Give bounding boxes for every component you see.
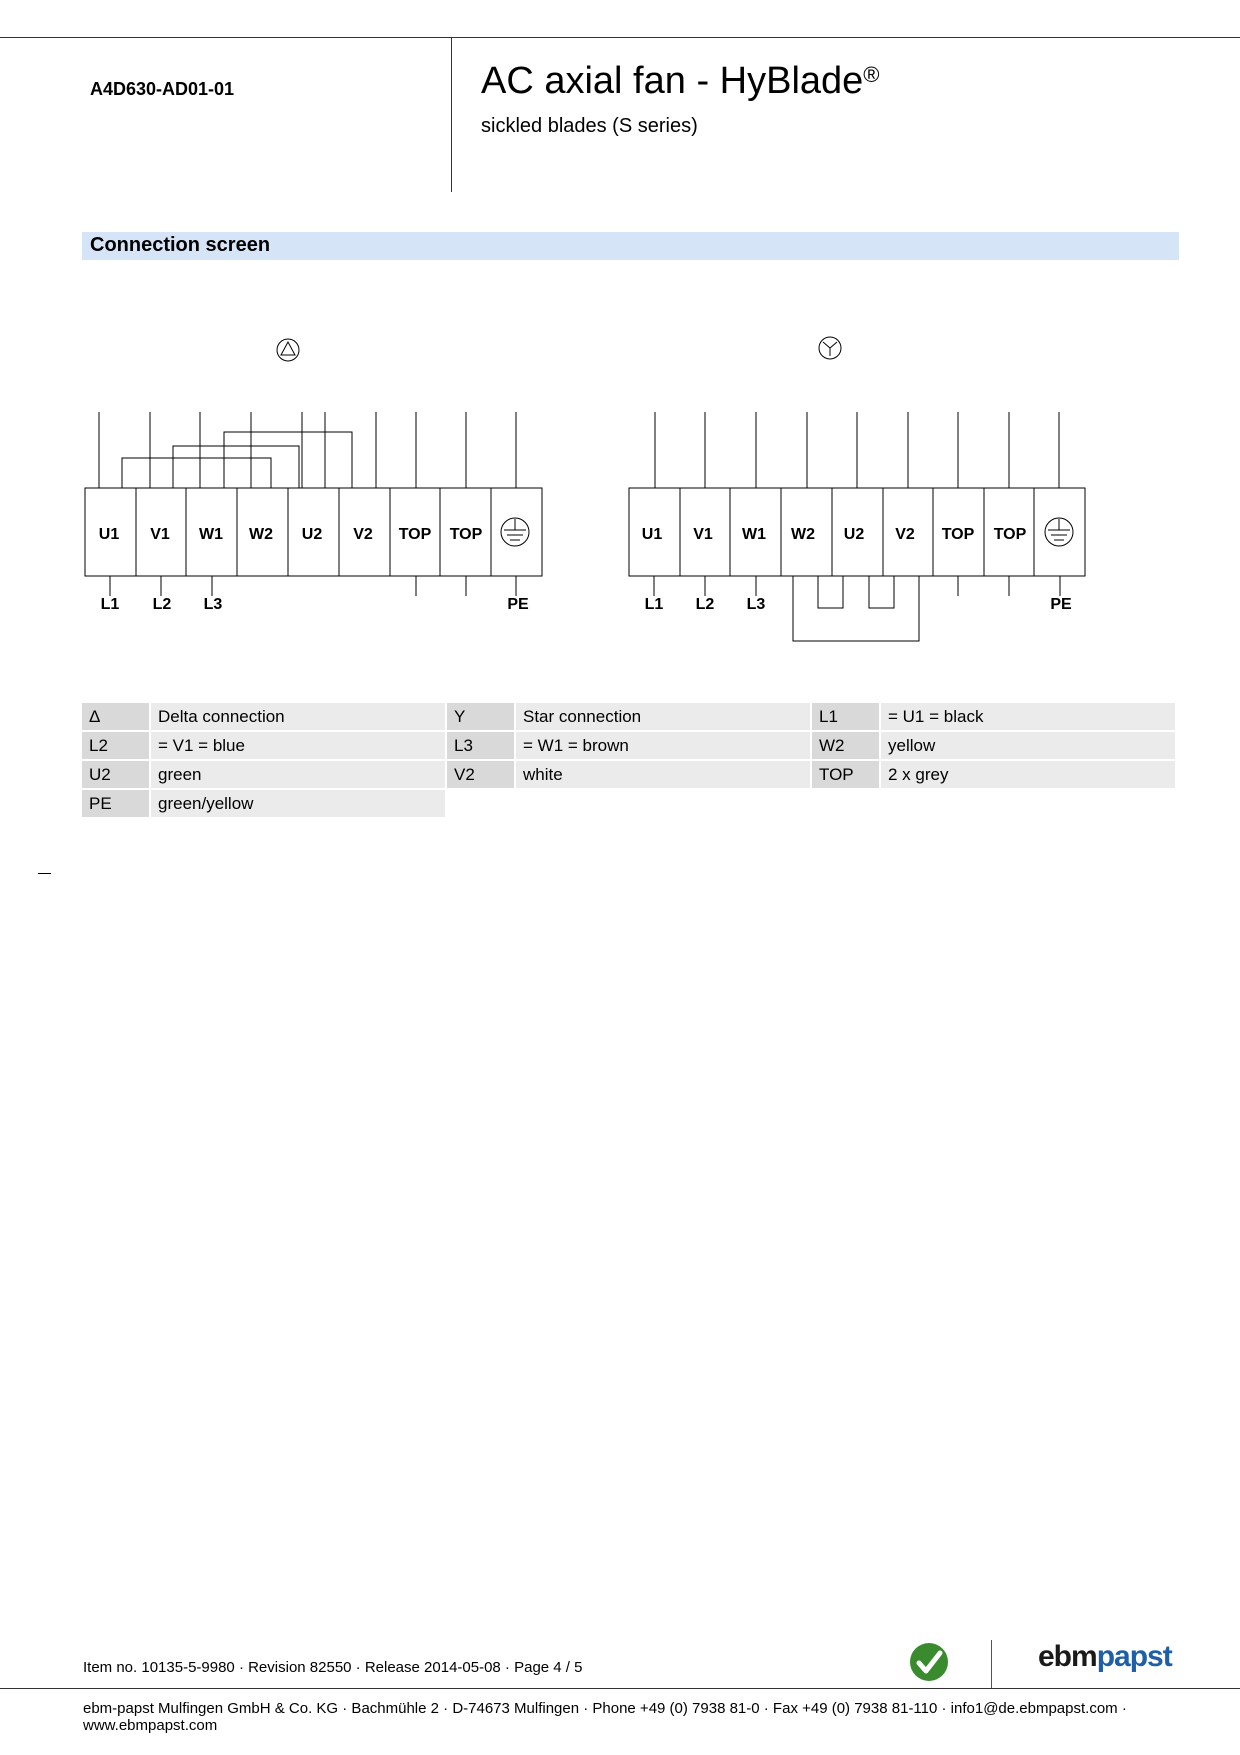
terminal-label: W2 [791, 526, 815, 543]
line-label: PE [507, 596, 529, 613]
delta-terminal-block [85, 412, 542, 596]
top-rule [0, 37, 1240, 38]
legend-key: Y [447, 703, 514, 730]
terminal-label: V2 [895, 526, 915, 543]
section-title: Connection screen [90, 234, 271, 256]
terminal-label: U1 [98, 526, 120, 543]
legend-table [82, 703, 1179, 819]
page-title [481, 60, 880, 103]
terminal-label: TOP [449, 526, 483, 543]
terminal-label: V2 [353, 526, 373, 543]
legend-value: Star connection [516, 703, 810, 730]
line-label: L2 [152, 596, 172, 613]
registered-mark: ® [863, 62, 880, 87]
legend-row [82, 761, 1179, 788]
legend-key: L1 [812, 703, 879, 730]
legend-key: Δ [82, 703, 149, 730]
legend-row [82, 703, 1179, 730]
logo-divider [991, 1640, 992, 1688]
terminal-label: TOP [398, 526, 432, 543]
line-label: PE [1050, 596, 1072, 613]
legend-key: L3 [447, 732, 514, 759]
legend-key: V2 [447, 761, 514, 788]
legend-value: = W1 = brown [516, 732, 810, 759]
terminal-label: U2 [301, 526, 323, 543]
delta-symbol-icon [277, 339, 299, 361]
connection-diagrams [0, 320, 1240, 660]
page-subtitle: sickled blades (S series) [481, 115, 698, 137]
item-info: Item no. 10135-5-9980 · Revision 82550 · Release 2014-05-08 · Page 4 / 5 [83, 1659, 583, 1676]
terminal-label: W2 [249, 526, 273, 543]
earth-ground-icon [1045, 518, 1073, 546]
line-label: L3 [203, 596, 223, 613]
legend-value: white [516, 761, 810, 788]
legend-value: = U1 = black [881, 703, 1175, 730]
terminal-label: TOP [993, 526, 1027, 543]
green-tech-logo [907, 1640, 951, 1684]
footer-rule [0, 1688, 1240, 1689]
legend-key: W2 [812, 732, 879, 759]
line-label: L2 [695, 596, 715, 613]
legend-key: L2 [82, 732, 149, 759]
terminal-label: V1 [150, 526, 170, 543]
brand-logo [1038, 1640, 1172, 1674]
legend-value: green [151, 761, 445, 788]
margin-mark [38, 873, 51, 874]
brand-part-2: papst [1096, 1640, 1172, 1673]
legend-value: = V1 = blue [151, 732, 445, 759]
legend-row [82, 732, 1179, 759]
model-number: A4D630-AD01-01 [90, 79, 235, 99]
company-info: ebm-papst Mulfingen GmbH & Co. KG · Bachmühle 2 · D-74673 Mulfingen · Phone +49 (0) 7938 81-0 · Fax +49 (0) 7938 81-110 · info1@de.ebmpapst.com · www.ebmpapst.com [83, 1700, 1127, 1734]
legend-value: yellow [881, 732, 1175, 759]
terminal-label: TOP [941, 526, 975, 543]
legend-key: TOP [812, 761, 879, 788]
terminal-label: W1 [199, 526, 223, 543]
brand-part-1: ebm [1038, 1640, 1097, 1673]
title-text: AC axial fan - HyBlade [481, 60, 864, 102]
earth-ground-icon [501, 518, 529, 546]
terminal-label: U2 [843, 526, 865, 543]
header-divider [451, 38, 452, 192]
legend-value: green/yellow [151, 790, 445, 817]
line-label: L3 [746, 596, 766, 613]
legend-key: PE [82, 790, 149, 817]
terminal-label: W1 [742, 526, 766, 543]
line-label: L1 [644, 596, 664, 613]
star-symbol-icon [819, 337, 841, 359]
legend-value: 2 x grey [881, 761, 1175, 788]
legend-value: Delta connection [151, 703, 445, 730]
terminal-label: U1 [641, 526, 663, 543]
legend-row [82, 790, 1179, 817]
terminal-label: V1 [693, 526, 713, 543]
line-label: L1 [100, 596, 120, 613]
legend-key: U2 [82, 761, 149, 788]
